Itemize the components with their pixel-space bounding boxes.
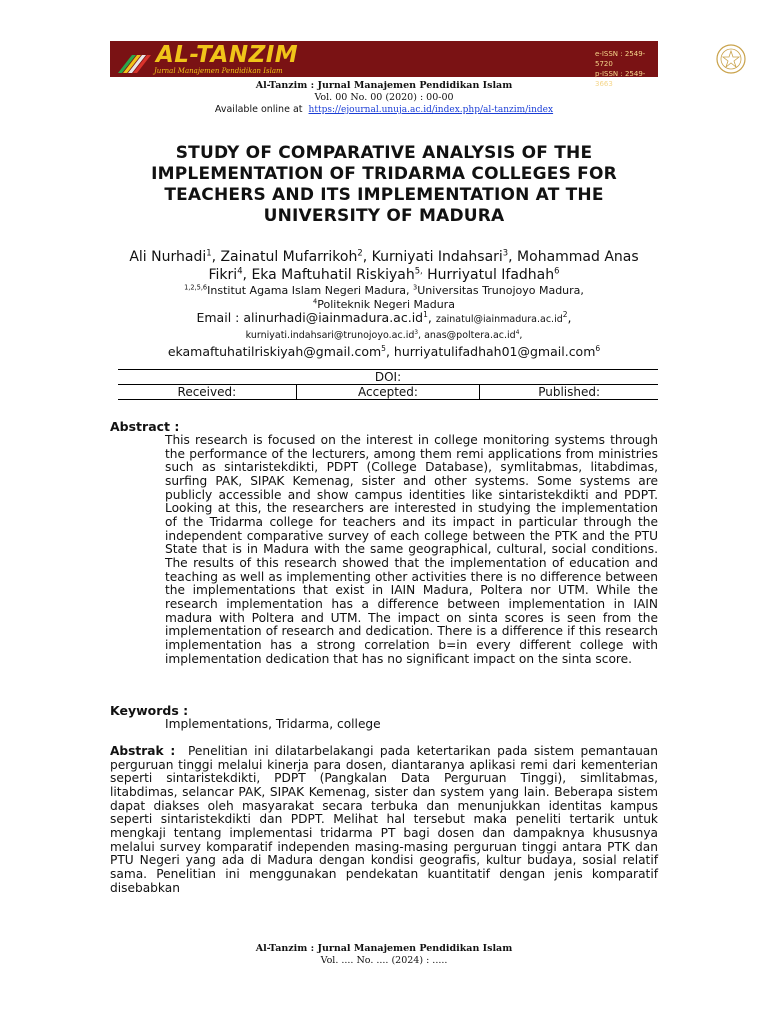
available-label: Available online at (214, 104, 303, 115)
abstract-label: Abstract : (110, 419, 180, 434)
doi-table (118, 369, 658, 400)
doi-label: DOI: (118, 370, 658, 385)
published-label: Published: (480, 385, 658, 400)
author-sup: 2 (357, 247, 363, 258)
page-footer (110, 943, 658, 967)
affiliation-text: Institut Agama Islam Negeri Madura, (207, 284, 413, 297)
author-name: Kurniyati Indahsari (371, 249, 503, 265)
affiliation-text: Universitas Trunojoyo Madura, (417, 284, 584, 297)
email-sup: 6 (595, 343, 601, 353)
logo-text: AL-TANZIM (156, 42, 299, 68)
affiliation-sup: 3 (413, 283, 418, 292)
author-name: Ali Nurhadi (129, 249, 207, 265)
author-sep: , (211, 249, 221, 265)
accepted-label: Accepted: (296, 385, 480, 400)
email-sup: 3 (414, 329, 419, 336)
keywords-label: Keywords : (110, 703, 189, 718)
author-sep: , (242, 267, 252, 283)
journal-volume: Vol. 00 No. 00 (2020) : 00-00 (314, 92, 454, 103)
abstrak-text: Penelitian ini dilatarbelakangi pada ketertarikan pada sistem pemantauan perguruan tinggi melalui kinerja para dosen, diantaranya aplikasi remi dari kementerian seperti sintaristekdikti, PDPT (Pangkalan Data Perguruan Tinggi), simlitabmas, litabdimas, selancar PAK, SIPAK Kemenag, sister dan system yang lain. Beberapa sistem dapat diakses oleh masyarakat secara terbuka dan menunjukkan identitas kampus seperti sintaristekdikti dan PDPT. Melihat hal tersebut maka peneliti tertarik untuk mengkaji tentang implementasi tridarma PT bagi dosen dan dampaknya khususnya melalui survey komparatif independen masing-masing perguruan tinggi antara PTK dan PTU Negeri yang ada di Madura dengan kondisi geografis, kultur budaya, sosial relatif sama. Penelitian ini menggunakan pendekatan kuantitatif dengan jenis komparatif disebabkan (110, 744, 658, 895)
university-seal-icon (715, 43, 747, 75)
pissn: p-ISSN : 2549-3663 (595, 70, 646, 88)
email-address[interactable]: anas@poltera.ac.id (424, 330, 516, 341)
abstrak-label: Abstrak : (110, 744, 176, 758)
email-address[interactable]: alinurhadi@iainmadura.ac.id (243, 310, 424, 325)
affiliations (110, 284, 658, 312)
footer-volume: Vol. .... No. .... (2024) : ..... (320, 955, 448, 966)
author-list (110, 248, 658, 284)
footer-journal-name: Al-Tanzim : Jurnal Manajemen Pendidikan Islam (255, 943, 513, 954)
email-address[interactable]: kurniyati.indahsari@trunojoyo.ac.id (245, 330, 415, 341)
logo-subtitle: Jurnal Manajemen Pendidikan Islam (154, 67, 283, 75)
affiliation-sup: 4 (313, 297, 318, 306)
journal-banner (110, 41, 658, 88)
email-sup: 5 (381, 343, 386, 353)
email-sup: 1 (423, 309, 428, 319)
email-label: Email : (196, 310, 244, 325)
author-sup: 3 (502, 247, 509, 258)
author-sep: , (362, 249, 372, 265)
paper-title: STUDY OF COMPARATIVE ANALYSIS OF THE IMPLEMENTATION OF TRIDARMA COLLEGES FOR TEACHERS AND ITS IMPLEMENTATION AT THE UNIVERSITY OF MADURA (151, 143, 617, 226)
author-name: Hurriyatul Ifadhah (427, 267, 555, 283)
abstrak-paragraph (110, 745, 658, 895)
doi-row (118, 370, 658, 385)
journal-name: Al-Tanzim : Jurnal Manajemen Pendidikan Islam (255, 80, 513, 91)
affiliation-sup: 1,2,5,6 (184, 283, 208, 292)
author-name: Eka Maftuhatil Riskiyah (251, 267, 415, 283)
dates-row (118, 385, 658, 400)
eissn: e-ISSN : 2549-5720 (595, 50, 646, 68)
email-block (110, 310, 658, 360)
author-name: Zainatul Mufarrikoh (220, 249, 358, 265)
affiliation-line-1 (110, 284, 658, 298)
journal-url-link[interactable]: https://ejournal.unuja.ac.id/index.php/al-tanzim/index (308, 105, 554, 115)
email-sup: 4 (515, 329, 520, 336)
email-line-1: Email : $alinurhadi@iainmadura.ac.id^1$, $zainatul@iainmadura.ac.id^2$, (196, 309, 572, 325)
email-line-2: $kurniyati.indahsari@trunojoyo.ac.id^3$, $anas@poltera.ac.id^4$, (245, 329, 523, 341)
email-line-3: ekamaftuhatilriskiyah@gmail.com$^5$, hurriyatulifadhah01@gmail.com$^6$ (167, 343, 601, 359)
keywords-text: Implementations, Tridarma, college (165, 717, 381, 731)
received-label: Received: (118, 385, 296, 400)
author-sup: 6 (554, 265, 560, 276)
abstract-text: This research is focused on the interest in college monitoring systems through the performance of the lecturers, among them remi applications from ministries such as sintaristekdikti, PDPT (College Database), symlitabmas, litabdimas, surfing PAK, SIPAK Kemenag, sister and other systems. Some systems are publicly accessible and show campus identities like sintaristekdikti and PDPT. Looking at this, the researchers are interested in studying the implementation of the Tridarma college for teachers and its impact in particular through the independent comparative survey of each college between the PTK and the PTU State that is in Madura with the same geographical, cultural, social conditions. The results of this research showed that the implementation of education and teaching as well as implementing other activities there is no difference between the implementations that exist in IAIN Madura, Poltera nor UTM. While the research implementation has a difference between implementation in IAIN madura with Poltera and UTM. The impact on sinta scores is seen from the implementation of research and dedication. There is a difference if this research implementation has a strong correlation b=in every different college with implementation dedication that has no significant impact on the sinta score. (165, 433, 658, 666)
email-address[interactable]: hurriyatulifadhah01@gmail.com (393, 344, 596, 359)
author-sup: 5, (414, 265, 423, 276)
author-sup: 4 (237, 265, 243, 276)
email-address[interactable]: zainatul@iainmadura.ac.id (435, 314, 563, 325)
email-address[interactable]: ekamaftuhatilriskiyah@gmail.com (167, 344, 382, 359)
logo-stripes-icon (118, 49, 158, 73)
email-sup: 2 (562, 309, 568, 319)
author-sup: 1 (206, 247, 212, 258)
available-online (110, 104, 658, 116)
journal-header (110, 80, 658, 116)
author-sep: , (508, 249, 518, 265)
author-name: Mohammad Anas Fikri (208, 249, 639, 283)
affiliation-text: Politeknik Negeri Madura (317, 298, 455, 311)
